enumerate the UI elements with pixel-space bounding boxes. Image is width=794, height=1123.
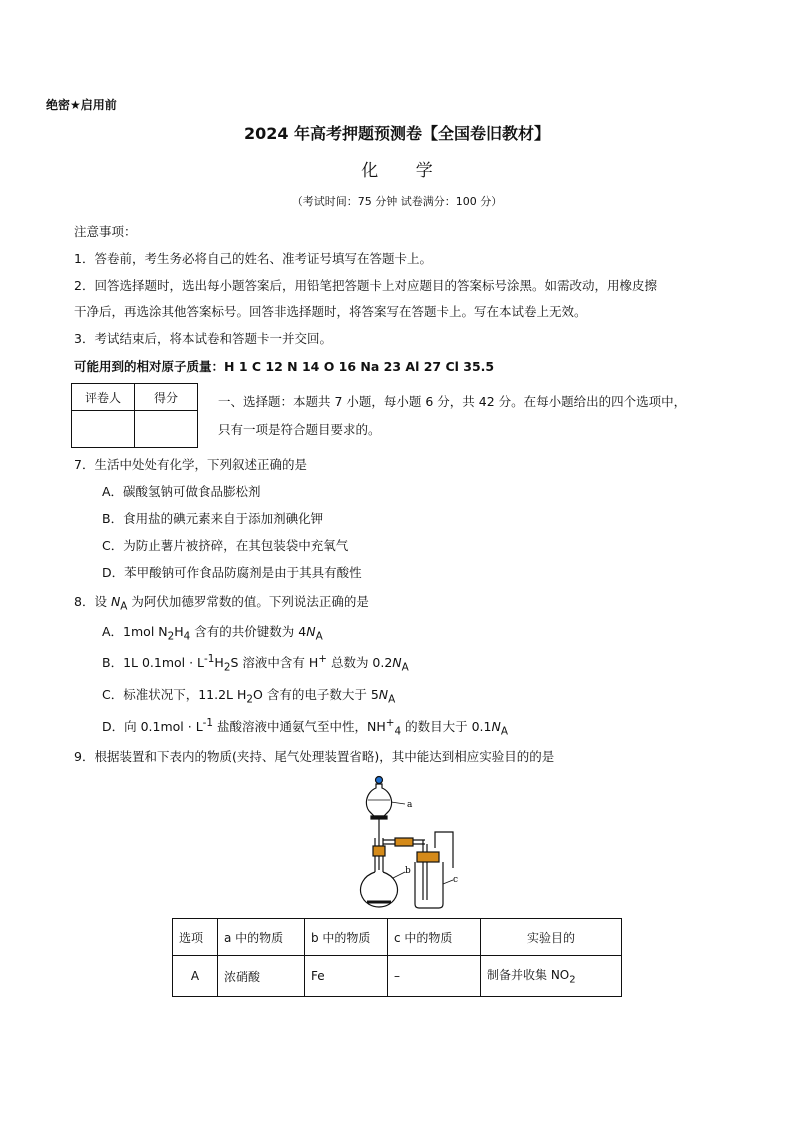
question-7-stem: 7．生活中处处有化学，下列叙述正确的是 xyxy=(74,457,307,472)
notice-item-1: 1．答卷前，考生务必将自己的姓名、准考证号填写在答题卡上。 xyxy=(74,251,432,266)
question-7-option-d: D．苯甲酸钠可作食品防腐剂是由于其具有酸性 xyxy=(102,565,362,580)
q8b-suffix: 总数为 0.2 xyxy=(326,655,393,671)
label-b: b xyxy=(405,866,411,876)
q8b-mid1: H xyxy=(214,655,224,671)
question-9-table xyxy=(172,918,622,997)
score-box xyxy=(71,383,198,448)
bottle-stopper xyxy=(417,852,439,862)
table-header-a: a 中的物质 xyxy=(218,919,305,956)
row-goal-sub: 2 xyxy=(569,974,576,986)
exam-title: 2024 年高考押题预测卷【全国卷旧教材】 xyxy=(243,124,551,143)
q8b-sup2: + xyxy=(318,653,327,665)
q8c-na: N xyxy=(378,687,389,702)
table-header-c: c 中的物质 xyxy=(388,919,481,956)
q8b-na: N xyxy=(392,655,402,671)
funnel-stopcock xyxy=(371,816,387,819)
question-8-option-c xyxy=(102,685,395,706)
question-8-option-a xyxy=(102,622,323,643)
q8a-prefix: A．1mol N xyxy=(102,624,168,639)
q8a-na-sub: A xyxy=(315,630,323,643)
question-9-stem: 9．根据装置和下表内的物质(夹持、尾气处理装置省略)，其中能达到相应实验目的的是 xyxy=(74,749,555,764)
q8-stem-prefix: 8．设 xyxy=(74,594,111,609)
q8d-prefix: D．向 0.1mol · L xyxy=(102,719,203,735)
q8-na-subscript: A xyxy=(120,600,128,613)
row-goal-text: 制备并收集 NO xyxy=(487,968,570,983)
score-field[interactable] xyxy=(135,411,198,448)
q8d-sup2: + xyxy=(385,717,395,729)
q8d-na: N xyxy=(491,719,501,735)
question-7-option-c: C．为防止薯片被挤碎，在其包装袋中充氧气 xyxy=(102,538,349,553)
q8d-suffix: 的数目大于 0.1 xyxy=(401,719,492,735)
q8a-sub1: 2 xyxy=(167,630,175,643)
q8c-suffix: O 含有的电子数大于 5 xyxy=(253,687,379,702)
q8-stem-suffix: 为阿伏加德罗常数的值。下列说法正确的是 xyxy=(127,594,369,609)
q8d-na-sub: A xyxy=(500,725,508,738)
q8d-sub2: 4 xyxy=(394,725,402,738)
question-8-option-d xyxy=(102,717,508,738)
q8d-mid: 盐酸溶液中通氨气至中性，NH xyxy=(213,719,386,735)
grader-field[interactable] xyxy=(72,411,135,448)
table-header-option: 选项 xyxy=(173,919,218,956)
score-label: 得分 xyxy=(135,384,198,411)
q8-na-symbol: N xyxy=(110,594,121,609)
q8b-sup: -1 xyxy=(204,653,215,665)
table-header-row xyxy=(173,919,622,956)
table-row xyxy=(173,956,622,997)
notice-item-3: 3．考试结束后，将本试卷和答题卡一并交回。 xyxy=(74,331,332,346)
q8c-prefix: C．标准状况下，11.2L H xyxy=(102,687,247,702)
bottle-label-line-c xyxy=(443,880,453,884)
q8a-suffix: 含有的共价键数为 4 xyxy=(190,624,307,639)
q8a-sub2: 4 xyxy=(183,630,191,643)
row-option: A xyxy=(173,956,218,997)
notice-item-2-line1: 2．回答选择题时，选出每小题答案后，用铅笔把答题卡上对应题目的答案标号涂黑。如需改动，用橡皮擦 xyxy=(74,278,657,293)
flask-stopper xyxy=(373,846,385,856)
q8b-mid2: S 溶液中含有 H xyxy=(230,655,319,671)
q8a-mid: H xyxy=(174,624,184,639)
q8b-prefix: B．1L 0.1mol · L xyxy=(102,655,205,671)
q8c-na-sub: A xyxy=(388,693,396,706)
q8d-sup: -1 xyxy=(202,717,214,729)
atomic-masses: 可能用到的相对原子质量：H 1 C 12 N 14 O 16 Na 23 Al 27 Cl 35.5 xyxy=(74,359,495,374)
q8c-sub: 2 xyxy=(246,693,254,706)
question-7-option-b: B．食用盐的碘元素来自于添加剂碘化钾 xyxy=(102,511,324,526)
section1-instructions-line1: 一、选择题：本题共 7 小题，每小题 6 分，共 42 分。在每小题给出的四个选项中， xyxy=(218,394,687,409)
notice-title: 注意事项： xyxy=(74,224,137,239)
lab-apparatus-diagram xyxy=(355,774,465,910)
bottle-inlet-tube xyxy=(423,840,427,900)
subject-title: 化 学 xyxy=(361,161,449,181)
notice-item-2-line2: 干净后，再选涂其他答案标号。回答非选择题时，将答案写在答题卡上。写在本试卷上无效。 xyxy=(74,304,587,319)
funnel-label-line-a xyxy=(391,802,405,804)
question-7-option-a: A．碳酸氢钠可做食品膨松剂 xyxy=(102,484,261,499)
table-header-b: b 中的物质 xyxy=(305,919,388,956)
question-8-stem xyxy=(74,592,369,613)
table-header-goal: 实验目的 xyxy=(481,919,622,956)
row-a-substance: 浓硝酸 xyxy=(218,956,305,997)
tube-connector xyxy=(395,838,413,846)
collection-bottle xyxy=(415,862,443,908)
q8a-na: N xyxy=(306,624,316,639)
q8b-na-sub: A xyxy=(401,661,409,674)
section1-instructions-line2: 只有一项是符合题目要求的。 xyxy=(218,422,381,437)
exam-info: （考试时间：75 分钟 试卷满分：100 分） xyxy=(291,195,503,208)
grader-label: 评卷人 xyxy=(72,384,135,411)
row-b-substance: Fe xyxy=(305,956,388,997)
row-goal xyxy=(481,956,622,997)
row-c-substance: – xyxy=(388,956,481,997)
q8b-sub: 2 xyxy=(223,661,231,674)
label-a: a xyxy=(407,800,413,810)
flask-label-line-b xyxy=(393,872,405,878)
label-c: c xyxy=(453,875,459,885)
funnel-stopper xyxy=(376,777,383,784)
confidential-label: 绝密★启用前 xyxy=(46,98,117,112)
question-8-option-b xyxy=(102,653,409,674)
